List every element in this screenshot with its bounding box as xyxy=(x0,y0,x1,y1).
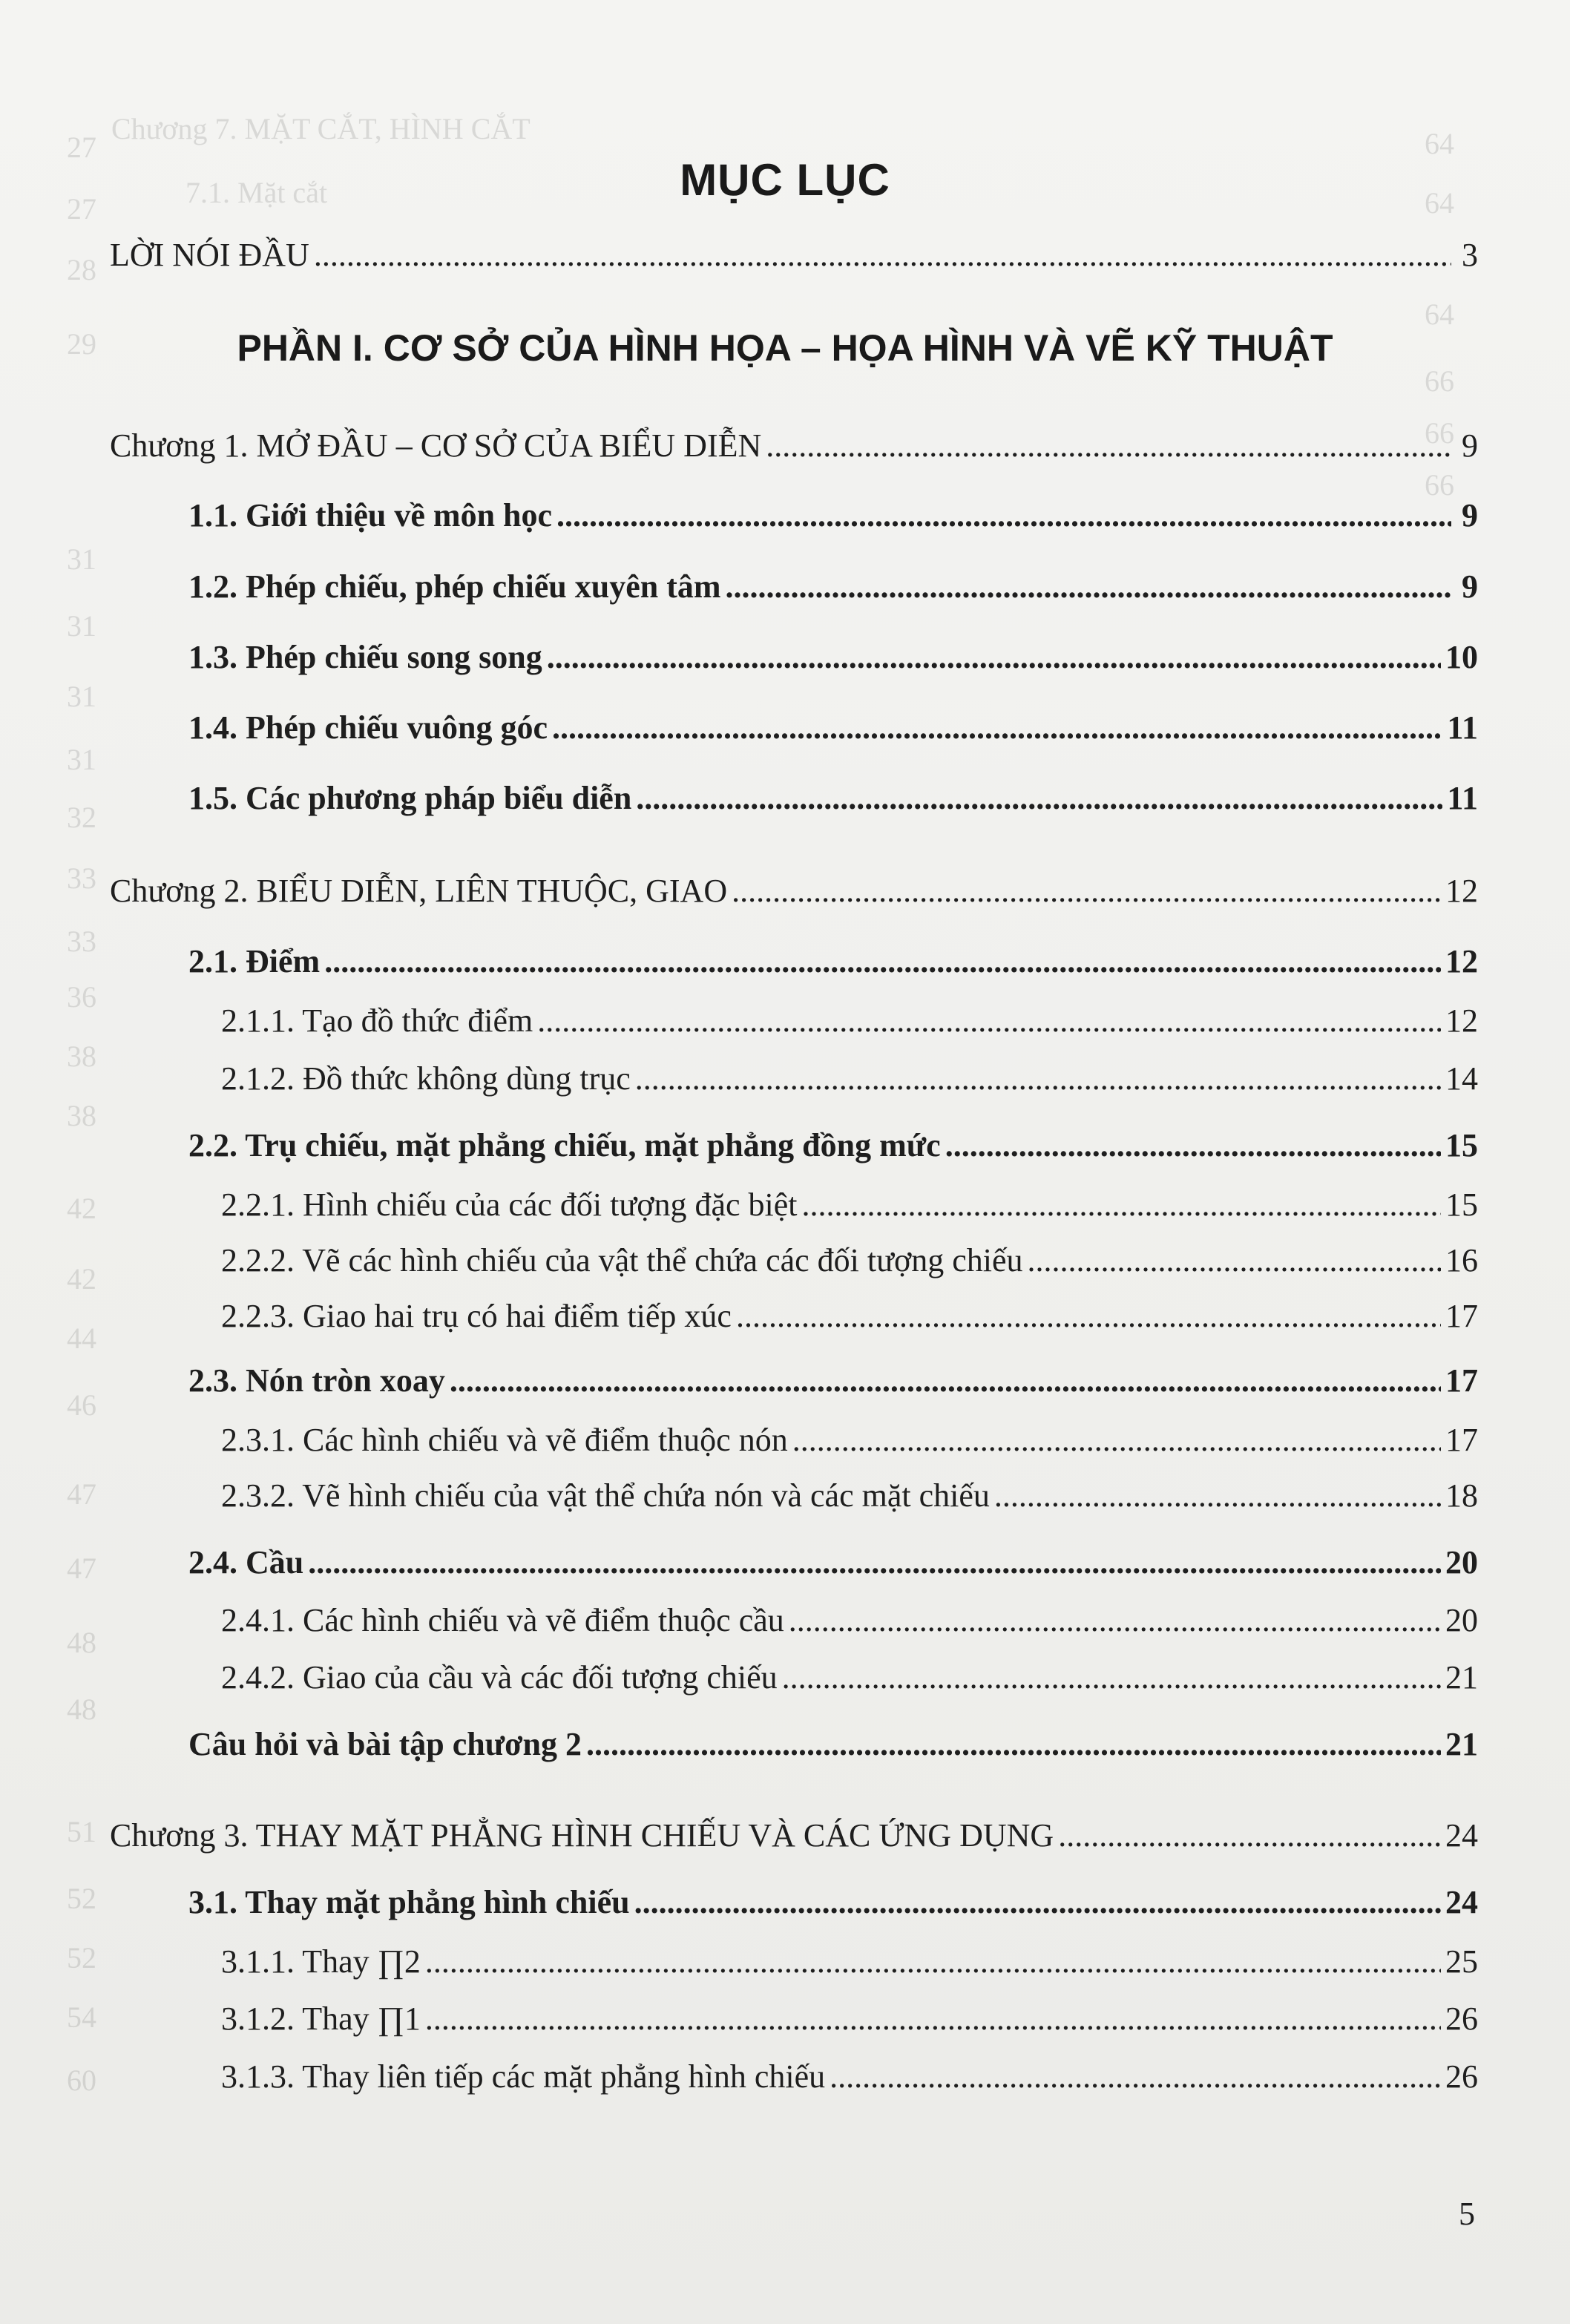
toc-entry-title: 2.2.1. Hình chiếu của các đối tượng đặc biệt xyxy=(221,1186,798,1223)
toc-entry-title: 2.1.1. Tạo đồ thức điểm xyxy=(221,1002,533,1039)
toc-entry-title: 1.3. Phép chiếu song song xyxy=(188,639,542,675)
toc-entry xyxy=(188,1725,1478,1763)
show-through-text: 33 xyxy=(67,925,96,958)
toc-entry-page: 16 xyxy=(1445,1242,1478,1278)
show-through-text: 31 xyxy=(67,743,96,776)
toc-entry-page: 17 xyxy=(1445,1298,1478,1334)
toc-entry-page: 21 xyxy=(1445,1726,1478,1762)
toc-entry-title: 2.4.2. Giao của cầu và các đối tượng chiếu xyxy=(221,1659,778,1696)
dot-leader xyxy=(636,779,1442,817)
show-through-text: 44 xyxy=(67,1322,96,1355)
show-through-text: 32 xyxy=(67,801,96,834)
toc-entry-title: 2.4.1. Các hình chiếu và vẽ điểm thuộc cầu xyxy=(221,1602,784,1638)
dot-leader xyxy=(732,872,1441,910)
toc-entry-page: 12 xyxy=(1445,943,1478,979)
toc-entry-title: 3.1.3. Thay liên tiếp các mặt phẳng hình chiếu xyxy=(221,2058,826,2095)
dot-leader xyxy=(537,1002,1441,1040)
dot-leader xyxy=(830,2058,1441,2095)
toc-entry-page: 14 xyxy=(1445,1060,1478,1097)
toc-entry-title: Câu hỏi và bài tập chương 2 xyxy=(188,1726,582,1762)
toc-entry-page: 9 xyxy=(1462,497,1478,534)
toc-entry-title: 3.1.2. Thay ∏1 xyxy=(221,2000,421,2037)
toc-entry-title: 2.2.3. Giao hai trụ có hai điểm tiếp xúc xyxy=(221,1298,732,1334)
dot-leader xyxy=(324,942,1441,980)
toc-entry-page: 15 xyxy=(1445,1127,1478,1163)
dot-leader xyxy=(1028,1241,1441,1279)
dot-leader xyxy=(634,1883,1441,1921)
toc-entry-page: 26 xyxy=(1445,2058,1478,2095)
show-through-text: Chương 7. MẶT CẮT, HÌNH CẮT xyxy=(111,112,531,145)
show-through-text: 42 xyxy=(67,1262,96,1296)
show-through-text: 64 xyxy=(1425,127,1454,160)
toc-entry-page: 17 xyxy=(1445,1362,1478,1399)
show-through-text: 31 xyxy=(67,680,96,713)
toc-entry xyxy=(188,638,1478,676)
show-through-text: 52 xyxy=(67,1882,96,1915)
toc-entry xyxy=(221,1943,1478,1980)
toc-entry-title: Chương 2. BIỂU DIỄN, LIÊN THUỘC, GIAO xyxy=(110,873,728,909)
show-through-text: 27 xyxy=(67,192,96,226)
toc-entry-title: 1.5. Các phương pháp biểu diễn xyxy=(188,780,632,816)
dot-leader xyxy=(994,1477,1441,1514)
toc-entry-page: 3 xyxy=(1462,237,1478,273)
toc-entry-title: 2.4. Cầu xyxy=(188,1544,304,1580)
toc-entry xyxy=(188,709,1478,746)
dot-leader xyxy=(450,1362,1441,1399)
toc-entry-page: 12 xyxy=(1445,1002,1478,1039)
toc-entry xyxy=(110,236,1478,274)
toc-entry-page: 11 xyxy=(1447,709,1478,746)
toc-entry-title: 3.1.1. Thay ∏2 xyxy=(221,1943,421,1980)
show-through-text: 27 xyxy=(67,131,96,164)
toc-entry xyxy=(221,1421,1478,1459)
show-through-text: 66 xyxy=(1425,364,1454,398)
dot-leader xyxy=(425,2000,1441,2038)
show-through-text: 28 xyxy=(67,253,96,286)
toc-entry-title: 2.1. Điểm xyxy=(188,943,321,979)
toc-entry-title: 2.3. Nón tròn xoay xyxy=(188,1362,445,1399)
toc-entry xyxy=(188,1883,1478,1921)
show-through-text: 31 xyxy=(67,609,96,643)
toc-entry-page: 11 xyxy=(1447,780,1478,816)
dot-leader xyxy=(547,638,1441,676)
show-through-text: 52 xyxy=(67,1941,96,1975)
toc-entry-page: 20 xyxy=(1445,1544,1478,1580)
toc-entry-title: 2.2. Trụ chiếu, mặt phẳng chiếu, mặt phẳng đồng mức xyxy=(188,1127,941,1163)
toc-entry-page: 20 xyxy=(1445,1602,1478,1638)
show-through-text: 66 xyxy=(1425,468,1454,502)
toc-entry xyxy=(188,942,1478,980)
toc-entry xyxy=(110,1816,1478,1854)
dot-leader xyxy=(314,236,1451,274)
toc-entry-page: 9 xyxy=(1462,427,1478,464)
dot-leader xyxy=(552,709,1442,746)
show-through-text: 51 xyxy=(67,1815,96,1848)
toc-entry-title: 2.2.2. Vẽ các hình chiếu của vật thể chứa các đối tượng chiếu xyxy=(221,1242,1023,1278)
show-through-text: 42 xyxy=(67,1192,96,1225)
dot-leader xyxy=(308,1543,1441,1581)
dot-leader xyxy=(1058,1816,1441,1854)
dot-leader xyxy=(635,1060,1441,1097)
toc-entry xyxy=(188,1543,1478,1581)
toc-entry xyxy=(221,1601,1478,1639)
show-through-text: 66 xyxy=(1425,416,1454,450)
toc-entry xyxy=(221,1658,1478,1696)
show-through-text: 29 xyxy=(67,327,96,361)
show-through-text: 7.1. Mặt cắt xyxy=(185,176,328,209)
toc-entry xyxy=(188,779,1478,817)
toc-entry-title: 3.1. Thay mặt phẳng hình chiếu xyxy=(188,1884,630,1920)
show-through-text: 36 xyxy=(67,980,96,1014)
show-through-text: 64 xyxy=(1425,298,1454,331)
toc-entry-page: 9 xyxy=(1462,568,1478,605)
toc-entry xyxy=(110,427,1478,465)
toc-entry xyxy=(221,2000,1478,2038)
show-through-text: 31 xyxy=(67,542,96,576)
toc-entry xyxy=(221,1186,1478,1224)
toc-entry xyxy=(221,1241,1478,1279)
toc-entry-page: 17 xyxy=(1445,1422,1478,1458)
toc-entry xyxy=(110,872,1478,910)
dot-leader xyxy=(789,1601,1441,1639)
toc-entry xyxy=(188,1362,1478,1399)
show-through-text: 47 xyxy=(67,1552,96,1585)
dot-leader xyxy=(556,496,1451,534)
show-through-text: 54 xyxy=(67,2000,96,2034)
show-through-text: 60 xyxy=(67,2064,96,2097)
toc-entry-page: 25 xyxy=(1445,1943,1478,1980)
show-through-text: 38 xyxy=(67,1099,96,1132)
toc-entry-title: LỜI NÓI ĐẦU xyxy=(110,237,309,273)
toc-entry-title: 2.1.2. Đồ thức không dùng trục xyxy=(221,1060,631,1097)
toc-entry xyxy=(188,568,1478,605)
page-number: 5 xyxy=(1459,2196,1475,2232)
toc-entry xyxy=(221,1002,1478,1040)
toc-entry xyxy=(221,2058,1478,2095)
toc-entry-page: 21 xyxy=(1445,1659,1478,1696)
show-through-text: 48 xyxy=(67,1693,96,1726)
toc-entry-page: 18 xyxy=(1445,1477,1478,1514)
toc-entry-page: 26 xyxy=(1445,2000,1478,2037)
show-through-text: 38 xyxy=(67,1040,96,1073)
toc-entry-title: 2.3.2. Vẽ hình chiếu của vật thể chứa nón và các mặt chiếu xyxy=(221,1477,990,1514)
dot-leader xyxy=(782,1658,1441,1696)
toc-entry-page: 24 xyxy=(1445,1817,1478,1854)
part-heading: PHẦN I. CƠ SỞ CỦA HÌNH HỌA – HỌA HÌNH VÀ VẼ KỸ THUẬT xyxy=(237,327,1333,369)
dot-leader xyxy=(945,1126,1441,1164)
show-through-text: 48 xyxy=(67,1626,96,1659)
page-title: MỤC LỤC xyxy=(680,155,890,206)
dot-leader xyxy=(586,1725,1441,1763)
dot-leader xyxy=(736,1297,1441,1335)
toc-entry-page: 15 xyxy=(1445,1186,1478,1223)
toc-entry xyxy=(221,1060,1478,1097)
toc-entry-page: 12 xyxy=(1445,873,1478,909)
toc-entry-title: Chương 3. THAY MẶT PHẲNG HÌNH CHIẾU VÀ CÁC ỨNG DỤNG xyxy=(110,1817,1054,1854)
show-through-text: 47 xyxy=(67,1477,96,1511)
toc-entry-page: 10 xyxy=(1445,639,1478,675)
toc-entry xyxy=(188,496,1478,534)
dot-leader xyxy=(766,427,1451,465)
toc-entry-title: 1.2. Phép chiếu, phép chiếu xuyên tâm xyxy=(188,568,721,605)
show-through-text: 64 xyxy=(1425,186,1454,220)
toc-entry xyxy=(221,1297,1478,1335)
dot-leader xyxy=(425,1943,1441,1980)
toc-entry-title: 2.3.1. Các hình chiếu và vẽ điểm thuộc nón xyxy=(221,1422,788,1458)
toc-entry xyxy=(188,1126,1478,1164)
dot-leader xyxy=(802,1186,1441,1224)
toc-entry-title: Chương 1. MỞ ĐẦU – CƠ SỞ CỦA BIỂU DIỄN xyxy=(110,427,762,464)
show-through-text: 33 xyxy=(67,861,96,895)
toc-entry xyxy=(221,1477,1478,1514)
dot-leader xyxy=(726,568,1451,605)
dot-leader xyxy=(792,1421,1441,1459)
show-through-text: 46 xyxy=(67,1388,96,1422)
toc-entry-title: 1.4. Phép chiếu vuông góc xyxy=(188,709,548,746)
toc-entry-page: 24 xyxy=(1445,1884,1478,1920)
toc-entry-title: 1.1. Giới thiệu về môn học xyxy=(188,497,553,534)
